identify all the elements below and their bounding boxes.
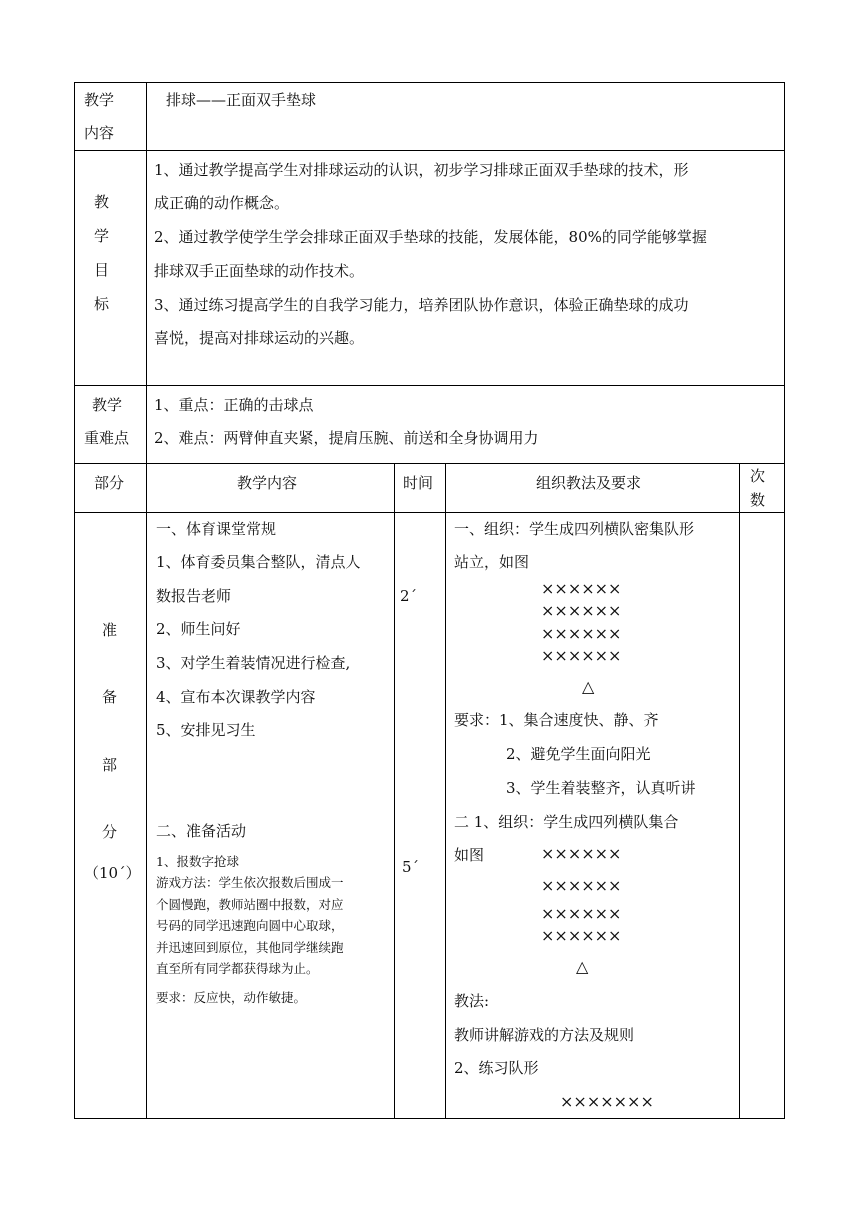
table-border-right: [784, 82, 785, 1119]
content-line: 3、对学生着装情况进行检查,: [156, 654, 351, 672]
key-point-line: 2、难点：两臂伸直夹紧，提肩压腕、前送和全身协调用力: [154, 429, 539, 447]
student-formation-row: ××××××: [541, 844, 622, 863]
part-char: 部: [102, 756, 118, 774]
content-line: 1、体育委员集合整队，清点人: [156, 553, 361, 571]
student-formation-row: ××××××: [541, 926, 622, 945]
row-label: 重难点: [84, 429, 130, 447]
table-rule: [74, 385, 785, 386]
header-method: 组织教法及要求: [536, 474, 642, 492]
row-label: 教学: [84, 91, 115, 109]
table-rule: [74, 463, 785, 464]
part-char: 备: [102, 688, 118, 706]
method-line: 教师讲解游戏的方法及规则: [454, 1026, 635, 1044]
header-time: 时间: [403, 474, 434, 492]
content-line: 一、体育课堂常规: [156, 520, 277, 538]
method-line: 如图: [454, 846, 485, 864]
student-formation-row: ××××××: [541, 904, 622, 923]
method-line: 要求：1、集合速度快、静、齐: [454, 711, 659, 729]
teacher-marker: △: [576, 957, 589, 976]
lesson-topic: 排球——正面双手垫球: [166, 91, 317, 109]
row-label-char: 标: [94, 295, 110, 313]
objective-line: 排球双手正面垫球的动作技术。: [154, 262, 365, 280]
part-char: 准: [102, 621, 118, 639]
table-rule: [146, 82, 147, 1119]
game-line: 要求：反应快，动作敏捷。: [156, 990, 307, 1005]
row-label-char: 目: [94, 261, 110, 279]
game-line: 游戏方法：学生依次报数后围成一: [156, 875, 344, 890]
student-formation-row: ××××××: [541, 876, 622, 895]
table-rule: [74, 150, 785, 151]
student-formation-row: ××××××: [541, 601, 622, 620]
content-line: 2、师生问好: [156, 620, 241, 638]
key-point-line: 1、重点：正确的击球点: [154, 396, 314, 414]
student-formation-row: ×××××××: [560, 1092, 654, 1111]
row-label: 教学: [92, 396, 123, 414]
table-rule: [445, 463, 446, 1119]
student-formation-row: ××××××: [541, 579, 622, 598]
objective-line: 1、通过教学提高学生对排球运动的认识，初步学习排球正面双手垫球的技术，形: [154, 161, 689, 179]
game-line: 号码的同学迅速跑向圆中心取球，: [156, 918, 344, 933]
student-formation-row: ××××××: [541, 646, 622, 665]
content-line: 5、安排见习生: [156, 721, 256, 739]
header-count: 数: [750, 491, 766, 509]
objective-line: 3、通过练习提高学生的自我学习能力，培养团队协作意识，体验正确垫球的成功: [154, 296, 689, 314]
game-line: 1、报数字抢球: [156, 854, 239, 869]
content-line: 数报告老师: [156, 587, 232, 605]
objective-line: 喜悦，提高对排球运动的兴趣。: [154, 329, 365, 347]
content-line: 4、宣布本次课教学内容: [156, 688, 316, 706]
method-line: 站立，如图: [454, 553, 530, 571]
objective-line: 成正确的动作概念。: [154, 194, 290, 212]
part-char: 分: [102, 823, 118, 841]
method-line: 2、避免学生面向阳光: [506, 745, 651, 763]
table-border-bottom: [74, 1118, 785, 1119]
row-label: 内容: [84, 124, 115, 142]
header-content: 教学内容: [237, 474, 298, 492]
game-line: 并迅速回到原位，其他同学继续跑: [156, 940, 344, 955]
table-border-left: [74, 82, 75, 1119]
header-count: 次: [750, 467, 766, 485]
table-border-top: [74, 82, 785, 83]
table-rule: [739, 463, 740, 1119]
method-line: 教法:: [454, 992, 490, 1010]
game-line: 直至所有同学都获得球为止。: [156, 961, 319, 976]
method-line: 2、练习队形: [454, 1059, 539, 1077]
method-line: 3、学生着装整齐，认真听讲: [506, 779, 696, 797]
student-formation-row: ××××××: [541, 624, 622, 643]
time-value: 2´: [400, 587, 418, 605]
content-line: 二、准备活动: [156, 822, 247, 840]
part-duration: （10´）: [84, 864, 141, 882]
game-line: 个圆慢跑，教师站圈中报数，对应: [156, 897, 344, 912]
table-rule: [74, 512, 785, 513]
method-line: 二 1、组织：学生成四列横队集合: [454, 813, 679, 831]
method-line: 一、组织：学生成四列横队密集队形: [454, 520, 695, 538]
teacher-marker: △: [582, 677, 595, 696]
row-label-char: 教: [94, 193, 110, 211]
objective-line: 2、通过教学使学生学会排球正面双手垫球的技能，发展体能，80%的同学能够掌握: [154, 228, 707, 246]
row-label-char: 学: [94, 227, 110, 245]
header-part: 部分: [94, 474, 125, 492]
time-value: 5´: [402, 858, 420, 876]
table-rule: [394, 463, 395, 1119]
